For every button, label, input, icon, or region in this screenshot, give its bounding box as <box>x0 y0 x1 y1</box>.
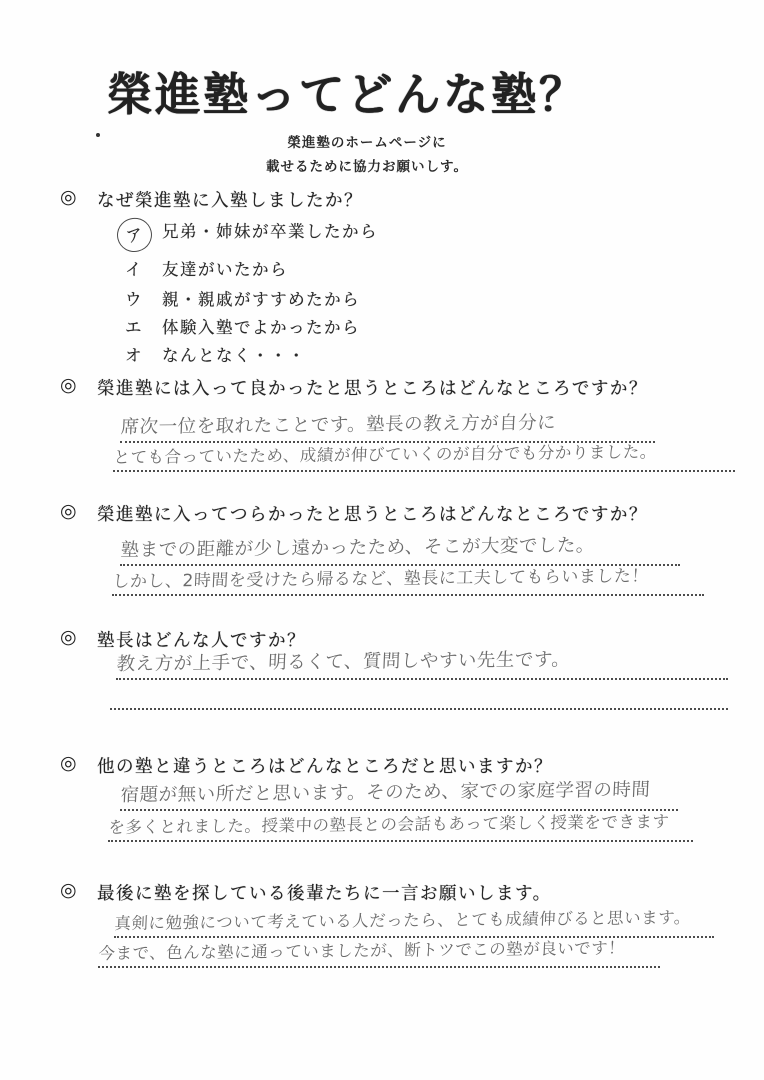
answer-6-line-1 <box>114 906 714 938</box>
question-1-label: なぜ榮進塾に入塾しましたか？ <box>97 191 363 211</box>
document-subtitle-line1: 榮進塾のホームページに <box>287 135 447 151</box>
answer-2-line-2 <box>113 441 735 472</box>
question-4-label: 塾長はどんな人ですか？ <box>97 631 306 651</box>
handwritten-text: 教え方が上手で、明るくて、質問しやすい先生です。 <box>116 649 571 675</box>
answer-3-line-2 <box>112 566 704 596</box>
question-2-label: 榮進塾には入って良かったと思うところはどんなところですか？ <box>97 379 648 399</box>
bullet-icon: ◎ <box>60 500 77 522</box>
document-subtitle-line2: 載せるために協力お願いしす。 <box>266 159 468 175</box>
handwritten-text: とても合っていたため、成績が伸びていくのが自分でも分かりました。 <box>113 442 658 467</box>
bullet-icon: ◎ <box>60 186 77 208</box>
question-2 <box>0 374 764 400</box>
bullet-icon: ◎ <box>60 374 77 396</box>
option-o-text: なんとなく・・・ <box>162 346 306 365</box>
option-i-text: 友達がいたから <box>162 260 288 279</box>
handdrawn-circle-mark: ア <box>113 214 155 255</box>
option-a-key <box>125 218 152 252</box>
handwritten-text: 今まで、色んな塾に通っていましたが、断トツでこの塾が良いです！ <box>98 938 626 963</box>
option-u-key: ウ <box>125 290 142 309</box>
answer-4-line-1 <box>116 648 728 680</box>
handwritten-text: 真剣に勉強について考えている人だったら、とても成績伸びると思います。 <box>114 907 692 933</box>
document-title: 榮進塾ってどんな塾？ <box>106 68 587 121</box>
bullet-icon: ◎ <box>60 626 77 648</box>
question-5-label: 他の塾と違うところはどんなところだと思いますか？ <box>97 757 553 777</box>
question-3-label: 榮進塾に入ってつらかったと思うところはどんなところですか？ <box>97 505 648 525</box>
answer-5-line-2 <box>108 811 693 842</box>
question-5 <box>0 752 764 778</box>
handwritten-text: しかし、2時間を受けたら帰るなど、塾長に工夫してもらいました！ <box>112 566 650 592</box>
answer-4-line-2-empty <box>110 680 728 710</box>
answer-2-line-1 <box>120 406 655 443</box>
option-a-text: 兄弟・姉妹が卒業したから <box>162 222 378 241</box>
answer-3-line-1 <box>120 531 680 566</box>
answer-5-line-1 <box>120 779 678 811</box>
handwritten-text: 席次一位を取れたことです。塾長の教え方が自分に <box>120 412 557 438</box>
option-u-text: 親・親戚がすすめたから <box>162 290 361 309</box>
question-1 <box>0 186 764 212</box>
handwritten-text: 塾までの距離が少し遠かったため、そこが大変でした。 <box>120 535 596 561</box>
question-6-label: 最後に塾を探している後輩たちに一言お願いします。 <box>97 884 552 904</box>
bullet-icon: ◎ <box>60 752 77 774</box>
option-e-key: エ <box>125 318 142 337</box>
question-3 <box>0 500 764 526</box>
option-e-text: 体験入塾でよかったから <box>162 318 360 337</box>
option-i-key: イ <box>125 260 142 279</box>
question-6 <box>0 879 764 905</box>
bullet-icon: ◎ <box>60 879 77 901</box>
answer-6-line-2 <box>98 938 660 968</box>
handwritten-text: 宿題が無い所だと思います。そのため、家での家庭学習の時間 <box>120 779 651 806</box>
handwritten-text: を多くとれました。授業中の塾長との会話もあって楽しく授業をできます <box>108 812 670 837</box>
option-o-key: オ <box>125 346 142 365</box>
